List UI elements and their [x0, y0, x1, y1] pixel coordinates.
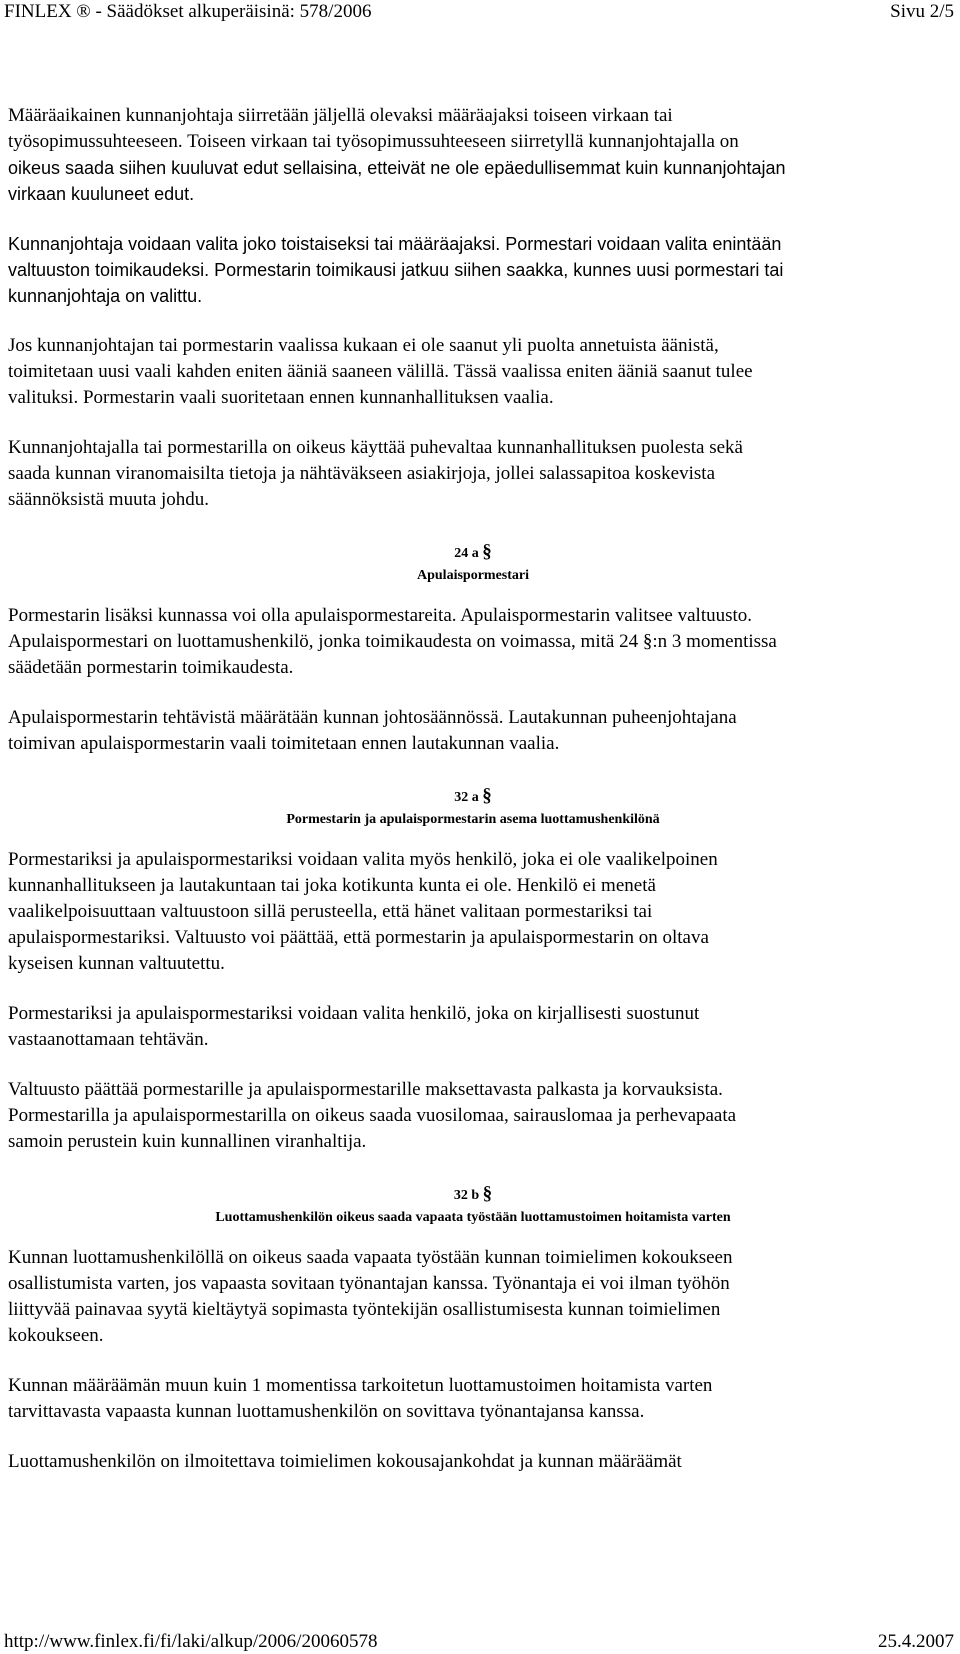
text-line: työsopimussuhteeseen. Toiseen virkaan tai työsopimussuhteeseen siirretyllä kunnanjohtajalla on — [8, 131, 739, 152]
text-line: liittyvää painavaa syytä kieltäytyä sopimasta työntekijän osallistumisesta kunnan toimielimen — [8, 1299, 721, 1320]
section-24a-paragraph-2 — [8, 705, 938, 757]
section-heading-32b — [8, 1183, 938, 1229]
text-line: Kunnanjohtaja voidaan valita joko toistaiseksi tai määräajaksi. Pormestari voidaan valita enintään — [8, 234, 782, 254]
text-line: Jos kunnanjohtajan tai pormestarin vaalissa kukaan ei ole saanut yli puolta annetuista äänistä, — [8, 335, 719, 356]
section-sign: § — [482, 1183, 493, 1204]
text-line: vastaanottamaan tehtävän. — [8, 1029, 209, 1050]
text-line: samoin perustein kuin kunnallinen viranhaltija. — [8, 1131, 367, 1152]
text-line: Määräaikainen kunnanjohtaja siirretään jäljellä olevaksi määräajaksi toiseen virkaan tai — [8, 105, 673, 126]
text-line: oikeus saada siihen kuuluvat edut sellaisina, etteivät ne ole epäedullisemmat kuin kunnanjohtajan — [8, 158, 786, 178]
text-line: Kunnanjohtajalla tai pormestarilla on oikeus käyttää puhevaltaa kunnanhallituksen puolesta sekä — [8, 437, 743, 458]
section-number: 24 a — [454, 546, 479, 561]
page-footer — [0, 1630, 960, 1654]
section-heading-24a — [8, 541, 938, 587]
text-line: Pormestarilla ja apulaispormestarilla on oikeus saada vuosilomaa, sairauslomaa ja perhevapaata — [8, 1105, 737, 1126]
text-line: vaalikelpoisuuttaan valtuustoon sillä perusteella, että hänet valitaan pormestariksi tai — [8, 901, 653, 922]
section-heading-32a — [8, 785, 938, 831]
text-line: apulaispormestariksi. Valtuusto voi päättää, että pormestarin ja apulaispormestarin on oltava — [8, 927, 709, 948]
section-number: 32 b — [453, 1188, 480, 1203]
page-number: Sivu 2/5 — [890, 1, 954, 22]
text-line: Pormestarin lisäksi kunnassa voi olla apulaispormestareita. Apulaispormestarin valitsee valtuusto. — [8, 605, 753, 626]
text-line: Luottamushenkilön on ilmoitettava toimielimen kokousajankohdat ja kunnan määräämät — [8, 1451, 682, 1472]
text-line: Valtuusto päättää pormestarille ja apulaispormestarille maksettavasta palkasta ja korvauksista. — [8, 1079, 723, 1100]
text-line: Kunnan luottamushenkilöllä on oikeus saada vapaata työstään kunnan toimielimen kokoukseen — [8, 1247, 733, 1268]
section-sign: § — [482, 785, 492, 806]
text-line: säännöksistä muuta johdu. — [8, 489, 210, 510]
source-url[interactable]: http://www.finlex.fi/fi/laki/alkup/2006/20060578 — [4, 1631, 378, 1652]
section-32a-paragraph-1 — [8, 847, 938, 977]
text-line: Pormestariksi ja apulaispormestariksi voidaan valita henkilö, joka on kirjallisesti suostunut — [8, 1003, 700, 1024]
text-line: toimivan apulaispormestarin vaali toimitetaan ennen lautakunnan vaalia. — [8, 733, 560, 754]
text-line: kunnanhallitukseen ja lautakuntaan tai joka kotikunta kunta ei ole. Henkilö ei menetä — [8, 875, 656, 896]
section-sign: § — [482, 541, 492, 562]
section-32a-paragraph-3 — [8, 1077, 938, 1155]
section-24a-paragraph-1 — [8, 603, 938, 681]
page-header — [0, 0, 960, 24]
paragraph-2 — [8, 231, 938, 309]
paragraph-1 — [8, 103, 938, 207]
text-line: toimitetaan uusi vaali kahden eniten ääniä saaneen välillä. Tässä vaalissa eniten ääniä saanut tulee — [8, 361, 753, 382]
text-line: tarvittavasta vapaasta kunnan luottamushenkilön on sovittava työnantajansa kanssa. — [8, 1401, 645, 1422]
document-title: FINLEX ® - Säädökset alkuperäisinä: 578/2006 — [4, 1, 372, 22]
section-32a-paragraph-2 — [8, 1001, 938, 1053]
text-line: kyseisen kunnan valtuutettu. — [8, 953, 225, 974]
text-line: saada kunnan viranomaisilta tietoja ja nähtäväkseen asiakirjoja, jollei salassapitoa koskevista — [8, 463, 715, 484]
text-line: kokoukseen. — [8, 1325, 104, 1346]
section-32b-paragraph-1 — [8, 1245, 938, 1349]
text-line: virkaan kuuluneet edut. — [8, 184, 195, 204]
text-line: säädetään pormestarin toimikaudesta. — [8, 657, 294, 678]
section-number: 32 a — [454, 790, 479, 805]
document-body — [8, 103, 938, 1475]
paragraph-3 — [8, 333, 938, 411]
section-32b-paragraph-3 — [8, 1449, 938, 1475]
section-title: Apulaispormestari — [417, 568, 529, 583]
section-title: Pormestarin ja apulaispormestarin asema luottamushenkilönä — [286, 812, 660, 827]
print-date: 25.4.2007 — [878, 1631, 954, 1652]
text-line: osallistumista varten, jos vapaasta sovitaan työnantajan kanssa. Työnantaja ei voi ilman työhön — [8, 1273, 730, 1294]
text-line: Apulaispormestari on luottamushenkilö, jonka toimikaudesta on voimassa, mitä 24 §:n 3 momentissa — [8, 631, 777, 652]
section-title: Luottamushenkilön oikeus saada vapaata työstään luottamustoimen hoitamista varten — [215, 1210, 731, 1225]
text-line: kunnanjohtaja on valittu. — [8, 286, 203, 306]
text-line: Pormestariksi ja apulaispormestariksi voidaan valita myös henkilö, joka ei ole vaalikelpoinen — [8, 849, 718, 870]
section-32b-paragraph-2 — [8, 1373, 938, 1425]
text-line: valtuuston toimikaudeksi. Pormestarin toimikausi jatkuu siihen saakka, kunnes uusi pormestari tai — [8, 260, 784, 280]
text-line: Apulaispormestarin tehtävistä määrätään kunnan johtosäännössä. Lautakunnan puheenjohtajana — [8, 707, 737, 728]
text-line: valituksi. Pormestarin vaali suoritetaan ennen kunnanhallituksen vaalia. — [8, 387, 554, 408]
paragraph-4 — [8, 435, 938, 513]
text-line: Kunnan määräämän muun kuin 1 momentissa tarkoitetun luottamustoimen hoitamista varten — [8, 1375, 713, 1396]
